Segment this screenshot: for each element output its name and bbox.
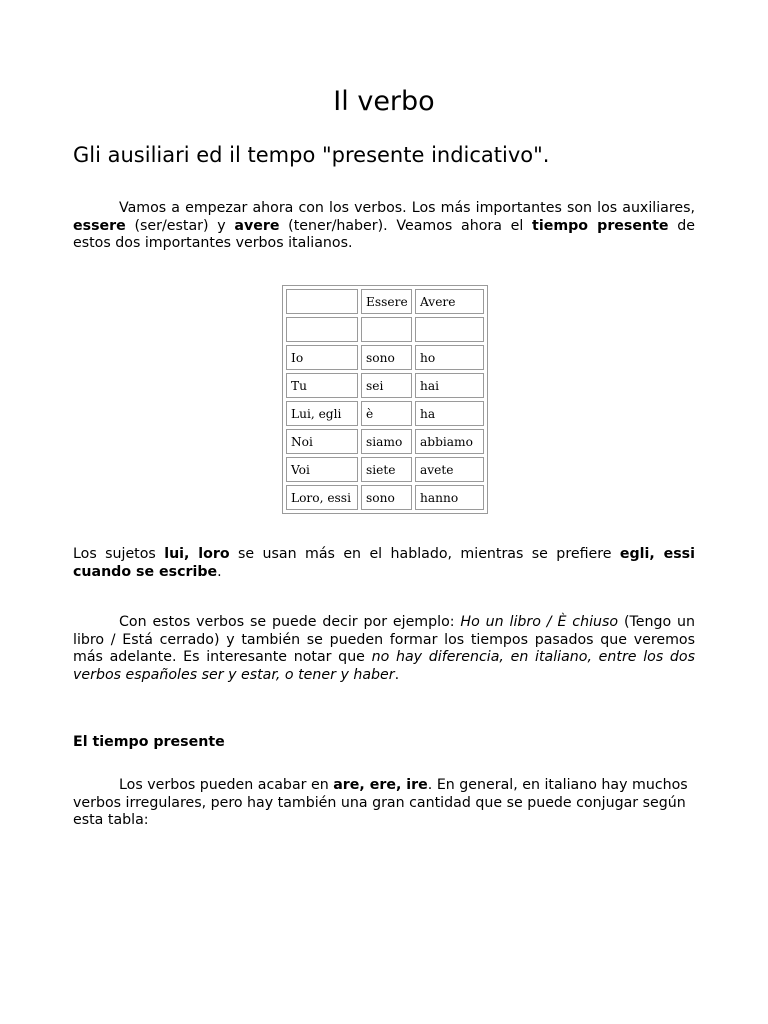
- subjects-text-1: Los sujetos: [73, 546, 165, 562]
- table-row: [286, 457, 484, 482]
- subjects-text-2: se usan más en el hablado, mientras se prefiere: [229, 546, 620, 562]
- endings-text-1: Los verbos pueden acabar en: [119, 777, 334, 793]
- table-header-cell: [286, 289, 358, 314]
- table-cell: abbiamo: [415, 429, 484, 454]
- table-header-cell: Avere: [415, 289, 484, 314]
- table-row: [286, 345, 484, 370]
- table-row: [286, 373, 484, 398]
- endings-bold-are-ere-ire: are, ere, ire: [333, 777, 428, 793]
- table-cell: siete: [361, 457, 412, 482]
- conjugation-table-wrapper: [282, 285, 488, 514]
- examples-paragraph: [73, 614, 695, 684]
- examples-italic-1: Ho un libro / È chiuso: [460, 614, 619, 630]
- table-cell: sei: [361, 373, 412, 398]
- table-cell: Tu: [286, 373, 358, 398]
- table-cell: ha: [415, 401, 484, 426]
- table-cell: sono: [361, 485, 412, 510]
- examples-text-2: (Tengo un libro / Está cerrado) y también se pueden formar los tiempos pasados que veremos más adelante. Es interesante notar que: [73, 614, 696, 665]
- table-cell: ho: [415, 345, 484, 370]
- table-cell: hanno: [415, 485, 484, 510]
- subjects-bold-lui-loro: lui, loro: [164, 546, 230, 562]
- table-cell: [286, 317, 358, 342]
- intro-text-4: de estos dos importantes verbos italianos.: [73, 217, 695, 251]
- table-cell: Lui, egli: [286, 401, 358, 426]
- table-cell: avete: [415, 457, 484, 482]
- table-row: [286, 429, 484, 454]
- table-cell: Noi: [286, 429, 358, 454]
- subjects-paragraph: [73, 546, 695, 581]
- examples-text-1: Con estos verbos se puede decir por ejemplo:: [119, 614, 461, 630]
- table-cell: Voi: [286, 457, 358, 482]
- endings-paragraph: [73, 777, 695, 830]
- table-cell: Io: [286, 345, 358, 370]
- table-cell: hai: [415, 373, 484, 398]
- subjects-text-3: .: [217, 563, 222, 580]
- table-row: [286, 317, 484, 342]
- table-row: [286, 485, 484, 510]
- intro-bold-avere: avere: [234, 217, 280, 234]
- intro-bold-tiempo-presente: tiempo presente: [532, 217, 669, 234]
- intro-text-3: (tener/haber). Veamos ahora el: [279, 217, 533, 234]
- examples-italic-2: no hay diferencia, en italiano, entre los dos verbos españoles ser y estar, o tener y haber: [73, 649, 695, 683]
- table-cell: Loro, essi: [286, 485, 358, 510]
- table-cell: è: [361, 401, 412, 426]
- conjugation-table: [282, 285, 488, 514]
- subjects-bold-egli-essi: egli, essi cuando se escribe: [73, 546, 695, 580]
- endings-text-2: . En general, en italiano hay muchos verbos irregulares, pero hay también una gran cantidad que se puede conjugar según esta tabla:: [73, 777, 688, 828]
- examples-text-3: .: [394, 666, 400, 683]
- table-cell: siamo: [361, 429, 412, 454]
- intro-paragraph: [73, 200, 695, 253]
- table-cell: [415, 317, 484, 342]
- section-heading: El tiempo presente: [73, 734, 225, 750]
- section-subtitle: Gli ausiliari ed il tempo "presente indicativo".: [73, 143, 550, 167]
- table-cell: sono: [361, 345, 412, 370]
- intro-text-2: (ser/estar) y: [125, 217, 235, 234]
- table-header-row: [286, 289, 484, 314]
- page-title: Il verbo: [333, 86, 435, 117]
- table-row: [286, 401, 484, 426]
- intro-text-1: Vamos a empezar ahora con los verbos. Los más importantes son los auxiliares,: [119, 200, 695, 216]
- table-cell: [361, 317, 412, 342]
- intro-bold-essere: essere: [73, 217, 126, 234]
- table-header-cell: Essere: [361, 289, 412, 314]
